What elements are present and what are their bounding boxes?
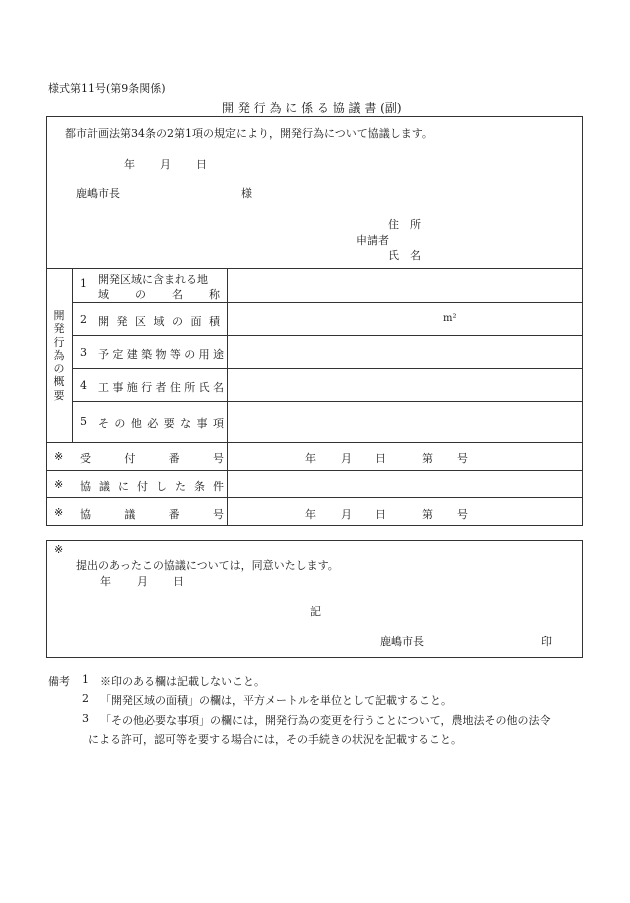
overview-side-label: 開 発 行 為 の 概 要 (53, 309, 65, 402)
row-label: 工 事 施 行 者 住 所 氏 名 (98, 381, 224, 394)
seal-mark: 印 (541, 635, 552, 648)
date-day-label: 日 (196, 158, 207, 171)
note-continuation: による許可，認可等を要する場合には，その手続きの状況を記載すること。 (88, 733, 462, 746)
row-number: 1 (80, 277, 87, 290)
addressee: 鹿嶋市長 (76, 187, 120, 200)
statement-text: 都市計画法第34条の2第1項の規定により，開発行為について協議します。 (65, 127, 433, 140)
name-label: 氏 名 (388, 249, 421, 262)
date-month-label: 月 (160, 158, 171, 171)
date-year-label: 年 (124, 158, 135, 171)
form-number: 様式第11号(第9条関係) (48, 82, 166, 95)
honorific: 様 (241, 187, 252, 200)
consent-month: 月 (137, 575, 148, 588)
consent-text: 提出のあったこの協議については，同意いたします。 (76, 559, 339, 572)
ki-label: 記 (310, 605, 321, 618)
row-label: 開 発 区 域 の 面 積 (98, 315, 220, 328)
row-label-line2: 域 の 名 称 (98, 288, 220, 301)
note-item: 「開発区域の面積」の欄は，平方メートルを単位として記載すること。 (100, 694, 452, 707)
row-label-line1: 開発区域に含まれる地 (98, 273, 208, 286)
consent-mark: ※ (54, 543, 64, 556)
row-label: 予 定 建 築 物 等 の 用 途 (98, 348, 224, 361)
note-item: 「その他必要な事項」の欄には，開発行為の変更を行うことについて，農地法その他の法令 (100, 714, 551, 727)
applicant-label: 申請者 (356, 234, 389, 247)
row-label: そ の 他 必 要 な 事 項 (98, 417, 224, 430)
form-title: 開 発 行 為 に 係 る 協 議 書 (副) (222, 101, 402, 115)
consent-mayor: 鹿嶋市長 (380, 635, 424, 648)
address-label: 住 所 (388, 218, 421, 231)
notes-heading: 備考 (48, 675, 70, 688)
consent-year: 年 (100, 575, 111, 588)
consent-day: 日 (173, 575, 184, 588)
note-item: ※印のある欄は記載しないこと。 (100, 675, 265, 688)
area-unit: m² (443, 313, 457, 324)
